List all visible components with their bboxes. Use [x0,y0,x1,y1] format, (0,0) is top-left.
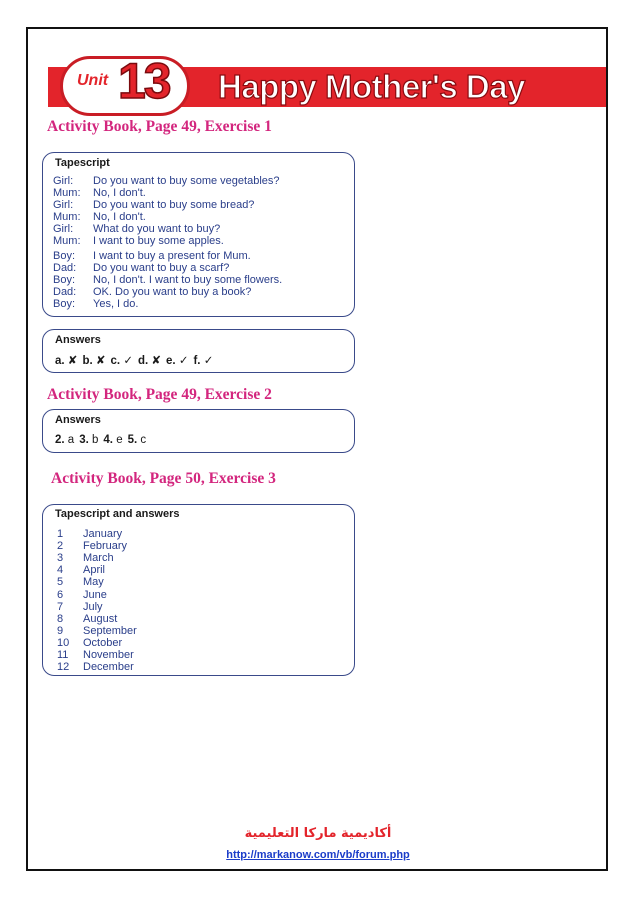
answer-letter: f. [193,355,201,367]
speaker-label: Girl: [53,199,74,211]
footer-link[interactable]: http://markanow.com/vb/forum.php [226,849,410,861]
month-item [57,576,104,588]
month-number: 10 [57,636,70,649]
answer-item [79,434,98,446]
answer-item [166,355,188,367]
tapescript-line [53,274,282,286]
section-heading-ex3: Activity Book, Page 50, Exercise 3 [51,470,276,487]
month-name: August [83,612,118,625]
check-mark-icon: ✓ [178,355,189,367]
month-item [57,540,127,552]
dialogue-text: Do you want to buy some vegetables? [93,175,280,187]
month-number: 11 [57,649,69,661]
footer-academy-name: أكاديمية ماركا التعليمية [244,826,392,841]
tapescript-line [53,187,146,199]
month-item [57,601,103,613]
cross-mark-icon: ✘ [151,355,162,367]
dialogue-text: No, I don't. [93,211,146,223]
answers-line-ex2 [55,434,151,446]
answer-item [193,355,213,367]
speaker-label: Girl: [53,223,74,235]
answer-number: 2. [55,434,65,446]
speaker-label: Mum: [53,235,81,247]
cross-mark-icon: ✘ [95,355,106,367]
tapescript-line [53,250,251,262]
month-number: 5 [57,576,64,589]
month-item [57,613,117,625]
speaker-label: Dad: [53,262,77,274]
section-heading-ex2: Activity Book, Page 49, Exercise 2 [47,386,272,403]
dialogue-text: OK. Do you want to buy a book? [93,286,252,298]
month-name: May [83,576,104,589]
tapescript-line [53,298,138,310]
dialogue-text: Do you want to buy a scarf? [93,262,230,274]
answer-item [111,355,133,367]
month-number: 8 [57,612,64,625]
month-number: 9 [57,624,64,637]
answer-number: 4. [103,434,113,446]
answer-letter: c. [110,355,121,367]
month-item [57,589,107,601]
answer-letter: b. [82,355,93,367]
month-name: December [83,661,134,674]
dialogue-text: I want to buy some apples. [93,235,224,247]
speaker-label: Dad: [53,286,77,298]
dialogue-text: I want to buy a present for Mum. [93,250,251,262]
answer-letter: d. [137,355,149,367]
answer-value: c [140,434,147,446]
tapescript-line [53,235,224,247]
month-name: October [83,636,123,649]
month-item [57,552,114,564]
speaker-label: Mum: [53,187,81,199]
month-item [57,528,122,540]
cross-mark-icon: ✘ [67,355,78,367]
answer-letter: a. [55,355,65,367]
month-name: January [83,528,123,540]
dialogue-text: No, I don't. I want to buy some flowers. [93,274,283,286]
answer-value: e [116,434,123,446]
tapescript-line [53,175,280,187]
unit-number: 13 [118,53,170,109]
dialogue-text: Yes, I do. [93,298,139,310]
answer-value: b [92,434,99,446]
month-number: 2 [57,540,64,553]
answer-item [82,355,105,367]
answer-item [55,434,74,446]
month-name: September [83,624,137,637]
tapescript-line [53,262,229,274]
months-box [42,504,355,676]
unit-label: Unit [77,72,109,89]
dialogue-text: Do you want to buy some bread? [93,199,255,211]
section-heading-ex1: Activity Book, Page 49, Exercise 1 [47,118,272,135]
month-name: February [83,540,128,553]
month-number: 1 [57,528,64,540]
tapescript-line [53,199,254,211]
speaker-label: Boy: [53,250,76,262]
month-item [57,637,122,649]
answer-item [103,434,122,446]
dialogue-text: No, I don't. [93,187,146,199]
month-name: April [83,564,106,577]
tapescript-line [53,211,146,223]
month-name: July [83,600,103,613]
answer-item [138,355,161,367]
answer-item [128,434,147,446]
answers-title: Answers [55,334,101,346]
month-name: November [83,649,134,661]
month-number: 6 [57,588,64,601]
month-number: 3 [57,552,64,565]
check-mark-icon: ✓ [123,355,133,367]
months-title: Tapescript and answers [55,508,180,520]
tapescript-line [53,223,220,235]
answer-number: 5. [127,434,138,446]
check-mark-icon: ✓ [203,355,214,367]
speaker-label: Girl: [53,175,74,187]
month-item [57,625,137,637]
answers-box-ex2 [42,409,355,453]
answers-box-ex1 [42,329,355,373]
answers-line-ex1 [55,353,218,367]
tapescript-box [42,152,355,317]
speaker-label: Boy: [53,274,76,286]
month-name: March [83,552,114,565]
answer-letter: e. [166,355,176,367]
unit-title: Happy Mother's Day [218,68,525,105]
month-number: 4 [57,564,64,577]
month-number: 12 [57,661,70,674]
speaker-label: Mum: [53,211,81,223]
month-item [57,564,105,576]
tapescript-title: Tapescript [55,157,110,169]
month-number: 7 [57,600,64,613]
month-item [57,649,134,661]
answer-item [55,355,77,367]
answer-number: 3. [79,434,89,446]
speaker-label: Boy: [53,298,76,310]
month-item [57,661,134,673]
dialogue-text: What do you want to buy? [93,223,221,235]
answer-value: a [67,434,75,446]
tapescript-line [53,286,251,298]
month-name: June [83,588,107,601]
answers-title: Answers [55,414,101,426]
